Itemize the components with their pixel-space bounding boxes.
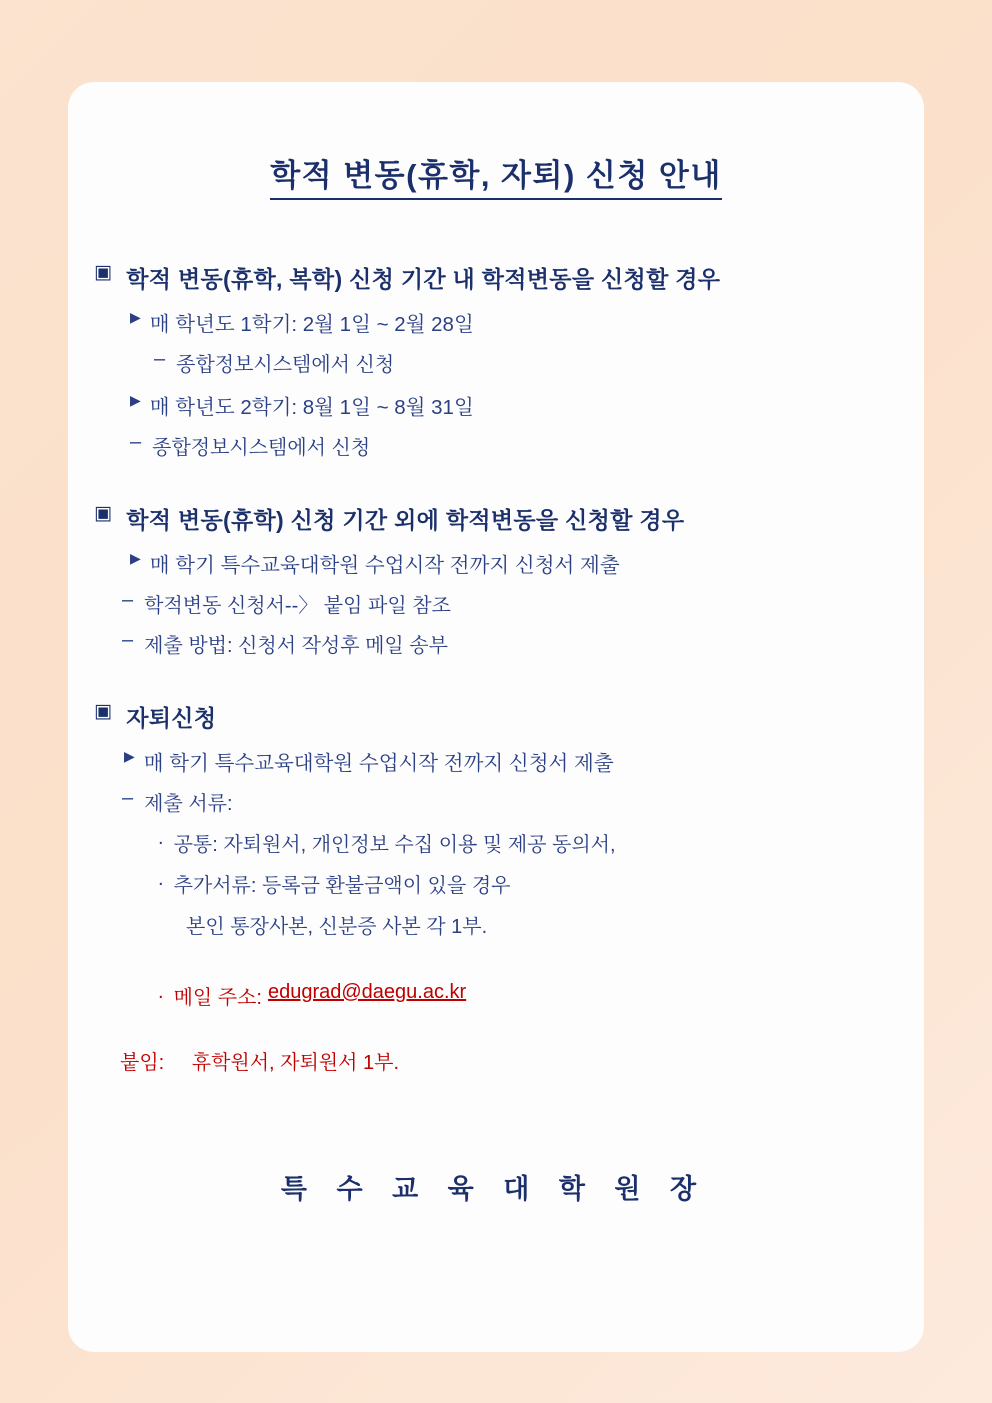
square-bullet-icon: ▣ [94, 503, 113, 524]
section-2-item-2-text: 학적변동 신청서--〉 붙임 파일 참조 [144, 595, 451, 617]
dash-bullet-icon: – [122, 787, 134, 809]
spacer [94, 460, 894, 502]
page-title-text: 학적 변동(휴학, 자퇴) 신청 안내 [270, 158, 722, 200]
section-3-item-5-text: 본인 통장사본, 신분증 사본 각 1부. [186, 916, 488, 938]
attachment-note [120, 1046, 894, 1075]
section-heading-3-text: 자퇴신청 [126, 705, 217, 731]
mail-address-row [158, 981, 894, 1010]
signature-line: 특 수 교 육 대 학 원 장 [280, 1174, 708, 1204]
section-1-item-1-text: 매 학년도 1학기: 2월 1일 ~ 2월 28일 [149, 313, 474, 336]
dash-bullet-icon: – [130, 431, 142, 453]
section-3-item-3 [158, 828, 894, 857]
section-3-item-3-text: 공통: 자퇴원서, 개인정보 수집 이용 및 제공 동의서, [173, 834, 616, 856]
section-2-item-1 [130, 548, 894, 578]
section-heading-2-text: 학적 변동(휴학) 신청 기간 외에 학적변동을 신청할 경우 [126, 507, 685, 533]
section-1-item-3-text: 매 학년도 2학기: 8월 1일 ~ 8월 31일 [149, 396, 474, 419]
mail-address-link[interactable]: edugrad@daegu.ac.kr [267, 981, 467, 1003]
dash-bullet-icon: – [122, 629, 134, 651]
section-3-item-1-text: 매 학기 특수교육대학원 수업시작 전까지 신청서 제출 [143, 752, 614, 775]
attachment-text: 휴학원서, 자퇴원서 1부. [191, 1052, 399, 1074]
section-2-item-2 [122, 589, 894, 618]
dash-bullet-icon: – [122, 589, 134, 611]
section-3-item-4 [158, 869, 894, 898]
section-3-item-2-text: 제출 서류: [144, 793, 233, 815]
section-heading-1 [94, 261, 894, 294]
section-heading-3 [94, 700, 894, 733]
square-bullet-icon: ▣ [94, 262, 113, 283]
section-2-item-3 [122, 629, 894, 658]
attachment-label: 붙임: [120, 1052, 165, 1074]
section-1-item-3 [130, 390, 894, 420]
triangle-bullet-icon: ▶ [130, 392, 141, 408]
triangle-bullet-icon: ▶ [130, 309, 141, 325]
triangle-bullet-icon: ▶ [124, 748, 135, 764]
section-2-item-3-text: 제출 방법: 신청서 작성후 메일 송부 [144, 635, 448, 657]
dot-bullet-icon: . [158, 868, 164, 890]
dot-bullet-icon: . [158, 827, 164, 849]
section-1-item-4-text: 종합정보시스템에서 신청 [152, 437, 371, 459]
section-3-item-4-text: 추가서류: 등록금 환불금액이 있을 경우 [173, 875, 511, 897]
document-page [68, 82, 924, 1352]
section-1-item-1 [130, 307, 894, 337]
section-2-item-1-text: 매 학기 특수교육대학원 수업시작 전까지 신청서 제출 [149, 554, 620, 577]
section-3-item-1 [124, 746, 894, 776]
section-heading-1-text: 학적 변동(휴학, 복학) 신청 기간 내 학적변동을 신청할 경우 [126, 266, 721, 292]
section-1-item-2-text: 종합정보시스템에서 신청 [176, 354, 395, 376]
square-bullet-icon: ▣ [94, 701, 113, 722]
section-1-item-2 [154, 348, 894, 377]
triangle-bullet-icon: ▶ [130, 550, 141, 566]
spacer [94, 939, 894, 969]
spacer [94, 658, 894, 700]
mail-label: 메일 주소: [173, 987, 262, 1009]
dash-bullet-icon: – [154, 348, 166, 370]
page-title [68, 150, 924, 195]
section-heading-2 [94, 502, 894, 535]
section-1-item-4 [130, 431, 894, 460]
section-3-item-2 [122, 787, 894, 816]
document-body [68, 261, 924, 1206]
dot-bullet-icon: . [158, 981, 164, 1003]
